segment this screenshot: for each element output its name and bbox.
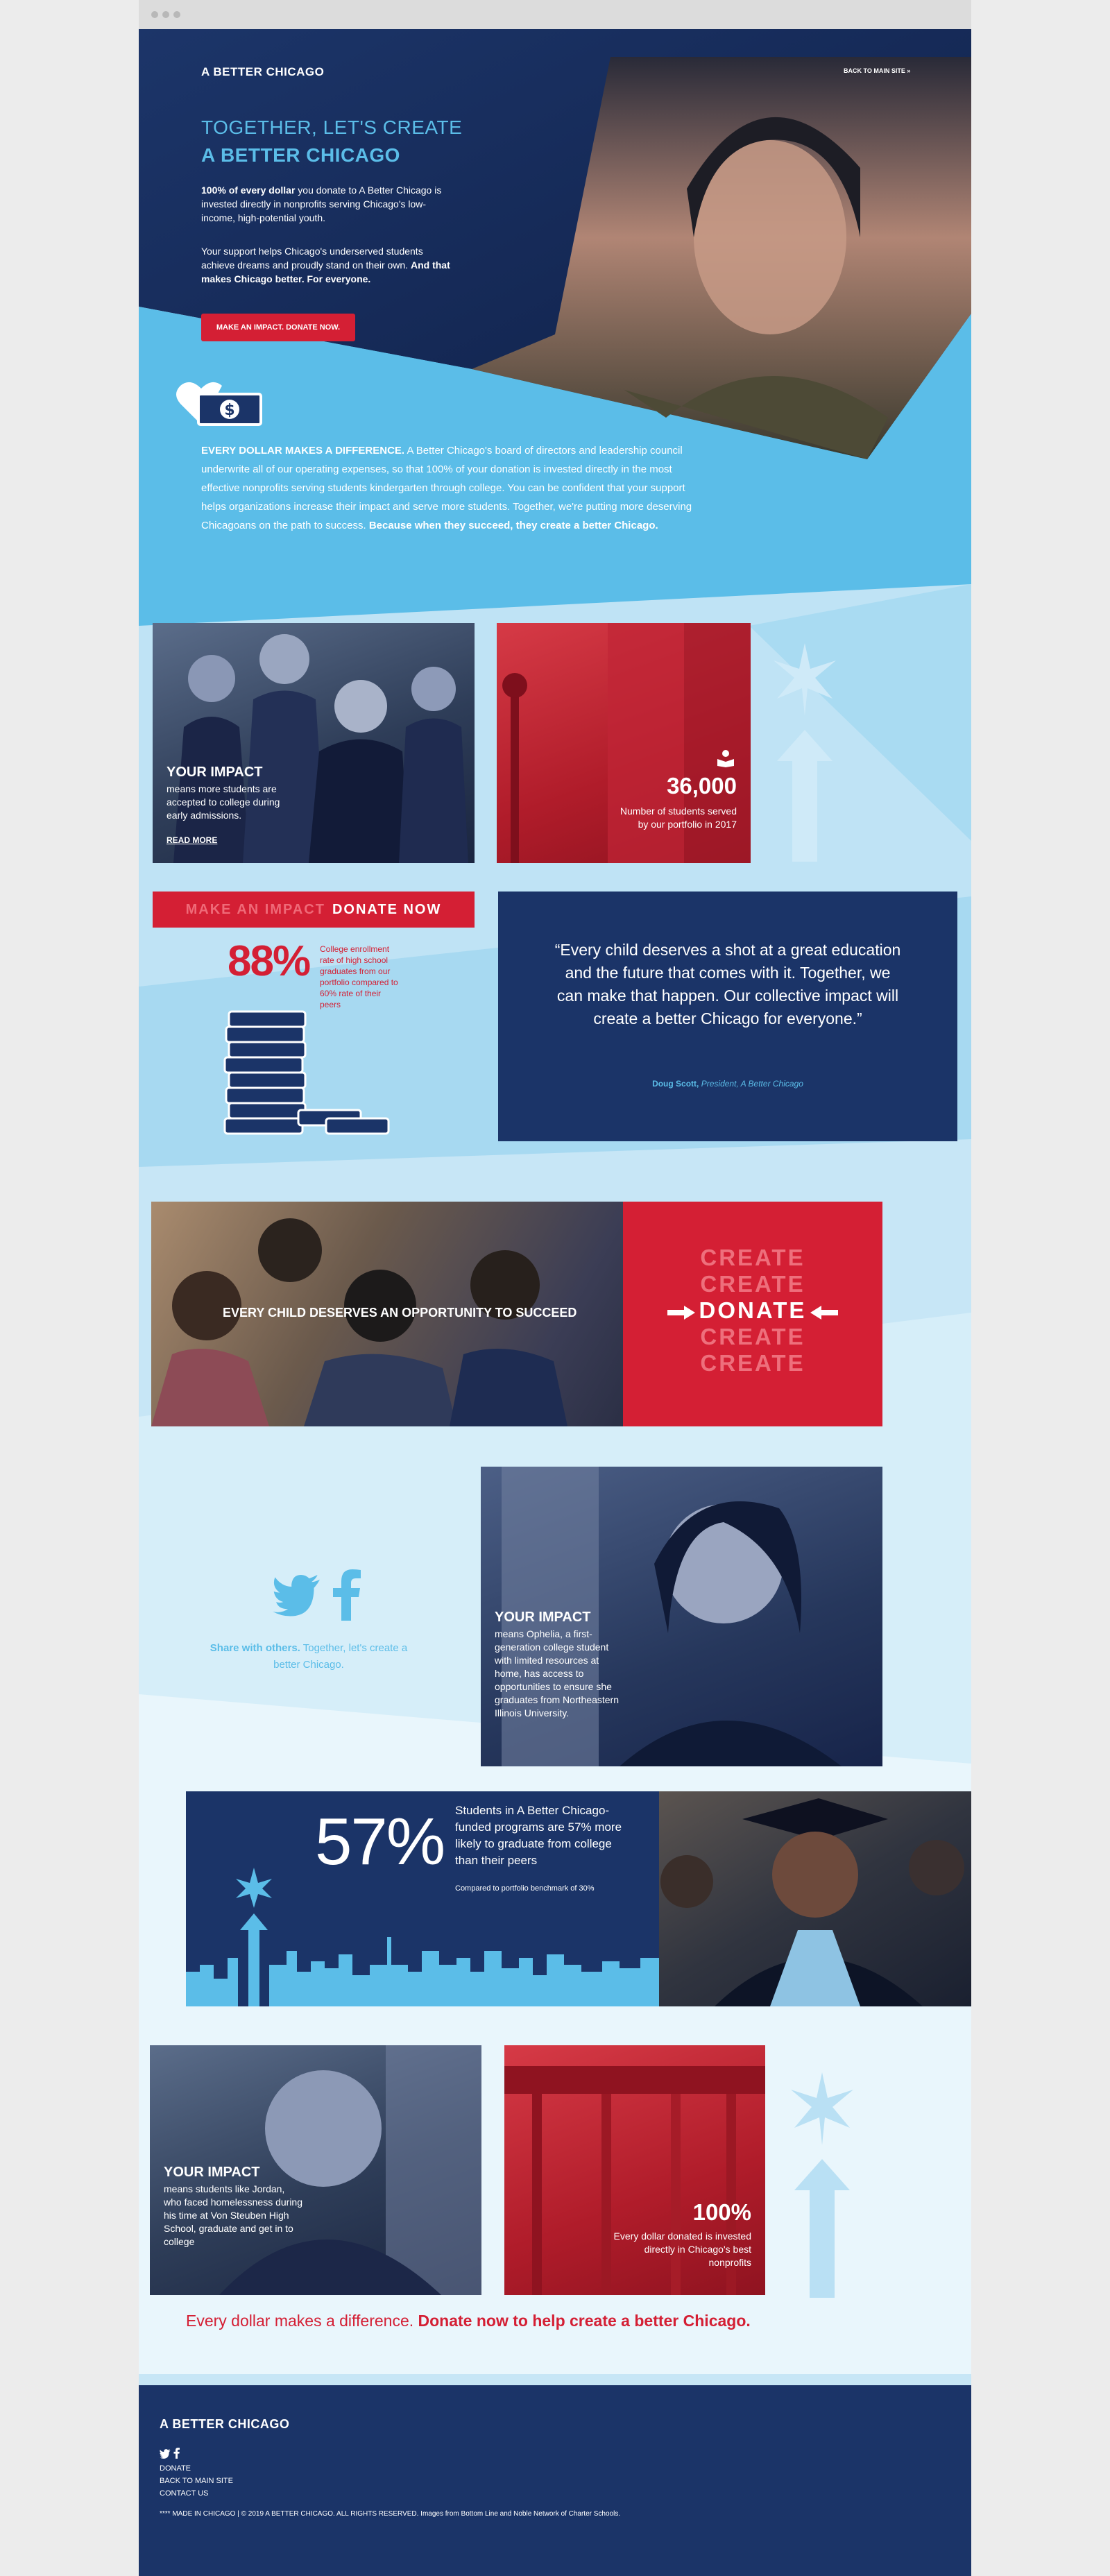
donate-bar-bold[interactable]: DONATE NOW [332, 901, 442, 917]
twitter-icon[interactable] [273, 1575, 330, 1617]
heart-dollar-icon [175, 376, 265, 432]
window-dot [151, 11, 158, 18]
create-donate-card[interactable] [623, 1202, 882, 1426]
stat-students-caption: Number of students served by our portfolio in 2017 [620, 805, 737, 830]
footer-link-back-to-main[interactable]: BACK TO MAIN SITE [160, 2477, 233, 2485]
impact1-body: means more students are accepted to college during early admissions. [166, 783, 280, 821]
svg-text:$: $ [224, 402, 235, 419]
star-arrow-graphic [763, 640, 846, 862]
hero-p1-bold: 100% of every dollar [201, 185, 296, 196]
browser-chrome [139, 0, 971, 29]
arrow-right-icon [667, 1306, 695, 1320]
stat-grad-text: Students in A Better Chicago-funded programs are 57% more likely to graduate from college than their peers [455, 1804, 622, 1867]
mission-tail: Because when they succeed, they create a better Chicago. [368, 520, 658, 531]
closing-bold[interactable]: Donate now to help create a better Chicago. [418, 2312, 751, 2330]
mission-body: A Better Chicago's board of directors and leadership council underwrite all of our operating expenses, so that 100% of your donation is invested directly in the most effective nonprofits serving students kindergarten through college. You can be confident that your support helps organizations increase their impact and serve more students. Together, we're putting more deserving Chicagoans on the path to success. [201, 445, 692, 531]
read-more-link[interactable]: READ MORE [166, 835, 218, 845]
impact3-title: YOUR IMPACT [164, 2165, 260, 2180]
hero-p1-text: you donate to A Better Chicago is invested directly in nonprofits serving Chicago's low-income, high-potential youth. [201, 185, 442, 223]
hero-p2-text: Your support helps Chicago's underserved students achieve dreams and proudly stand on their own. [201, 246, 423, 271]
create-word-1: CREATE [700, 1245, 805, 1270]
skyline-graphic [186, 1868, 659, 2006]
kids-photo-card [151, 1202, 623, 1426]
window-dot [162, 11, 169, 18]
create-word-2: CREATE [700, 1271, 805, 1297]
students-photo-card [153, 623, 475, 863]
impact3-body: means students like Jordan, who faced homelessness during his time at Von Steuben High School, graduate and get in to college [164, 2183, 303, 2247]
mission-lead: EVERY DOLLAR MAKES A DIFFERENCE. [201, 445, 405, 457]
create-word-4: CREATE [700, 1350, 805, 1376]
hero-p2-bold: And that makes Chicago better. For everyone. [201, 259, 450, 284]
donate-now-bar[interactable] [153, 892, 475, 928]
ophelia-photo-card [481, 1467, 882, 1766]
share-rest: Together, let's create a better Chicago. [273, 1642, 408, 1671]
stat-invest-number: 100% [692, 2199, 751, 2225]
hero-headline-2: A BETTER CHICAGO [201, 144, 400, 166]
stat-grad-note: Compared to portfolio benchmark of 30% [455, 1884, 595, 1893]
quote-text: “Every child deserves a shot at a great education and the future that comes with it. Together, we can make that happen. Our collective impact will create a better Chicago for everyone.” [554, 941, 901, 1027]
quote-author: Doug Scott, [652, 1079, 699, 1089]
back-to-main-link[interactable]: BACK TO MAIN SITE » [844, 67, 911, 74]
facebook-icon[interactable] [332, 1569, 361, 1621]
star-arrow-graphic-2 [780, 2069, 864, 2298]
stat-students-card [497, 623, 751, 863]
impact1-title: YOUR IMPACT [166, 765, 263, 780]
stat-enroll-caption: College enrollment rate of high school graduates from our portfolio compared to 60% rate of their peers [320, 944, 398, 1009]
kids-banner-text: EVERY CHILD DESERVES AN OPPORTUNITY TO SUCCEED [223, 1306, 577, 1320]
impact2-title: YOUR IMPACT [495, 1610, 591, 1625]
footer-link-donate[interactable]: DONATE [160, 2464, 191, 2473]
footer-link-contact[interactable]: CONTACT US [160, 2489, 209, 2498]
quote-card [498, 892, 957, 1141]
book-stack-icon [222, 999, 395, 1138]
footer-twitter-icon[interactable] [160, 2449, 171, 2459]
create-word-3: CREATE [700, 1324, 805, 1349]
graduate-illustration [659, 1791, 971, 2006]
footer-facebook-icon[interactable] [173, 2448, 180, 2459]
closing-plain: Every dollar makes a difference. [186, 2312, 414, 2330]
closing-message [186, 2312, 751, 2330]
stat-students-number: 36,000 [667, 773, 737, 799]
graduate-photo-card [659, 1791, 971, 2006]
students-illustration [153, 623, 475, 863]
footer [139, 2385, 971, 2576]
reading-student-icon [716, 749, 735, 767]
footer-logo[interactable]: A BETTER CHICAGO [160, 2417, 290, 2431]
hero-paragraph-1 [201, 183, 451, 225]
donate-bar-faded: MAKE AN IMPACT [185, 901, 325, 917]
mission-text [201, 441, 694, 535]
stat-grad-card [186, 1791, 659, 2006]
footer-legal: **** MADE IN CHICAGO | © 2019 A BETTER CHICAGO. ALL RIGHTS RESERVED. Images from Bottom Line and Noble Network of Charter Schools. [160, 2510, 621, 2518]
stat-invest-card [504, 2045, 765, 2295]
share-bold: Share with others. [210, 1642, 300, 1654]
jordan-photo-card [150, 2045, 481, 2295]
quote-attribution [498, 1079, 957, 1089]
impact2-body: means Ophelia, a first-generation college student with limited resources at home, has access to opportunities to ensure she graduates from Northeastern Illinois University. [495, 1628, 619, 1718]
arrow-left-icon [810, 1306, 838, 1320]
page [139, 29, 971, 2576]
stat-enroll-number: 88% [228, 937, 310, 985]
share-text [208, 1640, 409, 1673]
stat-grad-number: 57% [315, 1805, 445, 1879]
hero-paragraph-2 [201, 244, 451, 286]
hero-headline-1: TOGETHER, LET'S CREATE [201, 117, 463, 138]
window-dot [173, 11, 180, 18]
hero-donate-button[interactable]: MAKE AN IMPACT. DONATE NOW. [201, 314, 355, 341]
quote-role: President, A Better Chicago [701, 1079, 803, 1089]
logo[interactable]: A BETTER CHICAGO [201, 65, 325, 78]
create-donate-word[interactable]: DONATE [699, 1297, 807, 1323]
stat-invest-caption: Every dollar donated is invested directly in Chicago's best nonprofits [613, 2230, 751, 2268]
